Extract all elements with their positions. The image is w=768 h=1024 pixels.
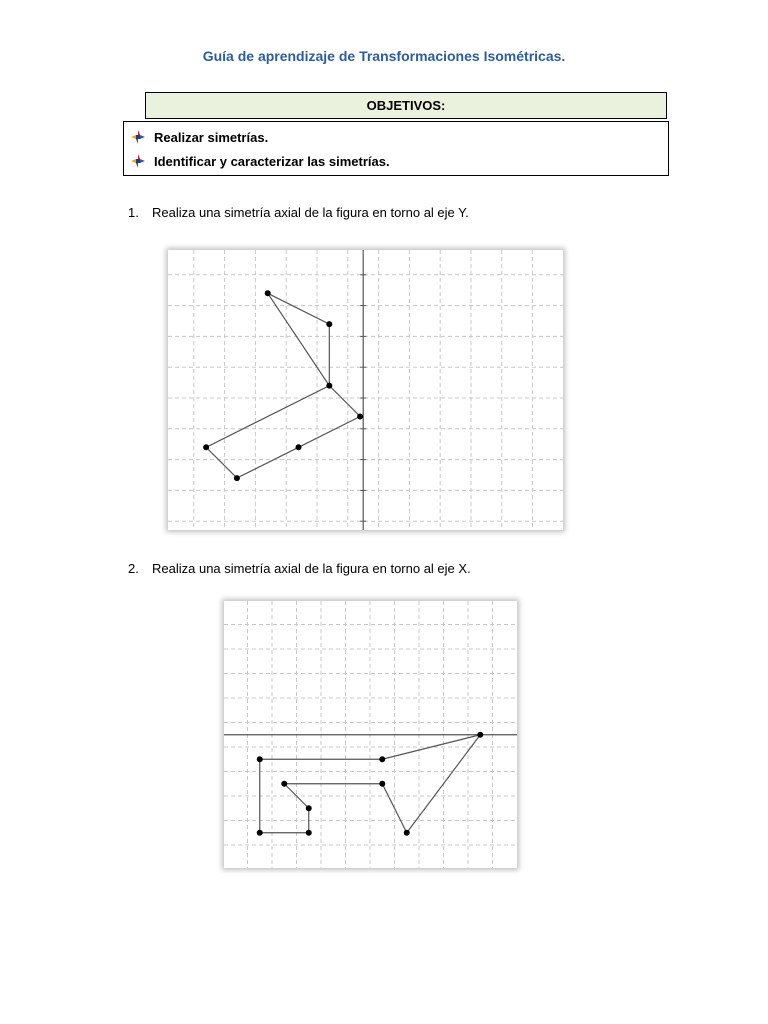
vertex-point — [477, 732, 483, 738]
question-1 — [128, 205, 469, 220]
objective-label: Realizar simetrías. — [154, 129, 269, 145]
question-2 — [128, 561, 471, 576]
arrow-bullet-icon — [130, 153, 146, 169]
objectives-header: OBJETIVOS: — [145, 92, 667, 119]
page-title: Guía de aprendizaje de Transformaciones Isométricas. — [202, 48, 566, 64]
coordinate-grid — [168, 250, 563, 530]
vertex-point — [281, 781, 287, 787]
vertex-point — [379, 756, 385, 762]
vertex-point — [357, 413, 363, 419]
objective-item — [124, 125, 668, 149]
question-number: 2. — [128, 561, 139, 576]
grid-figure-2 — [224, 601, 517, 868]
vertex-point — [379, 781, 385, 787]
vertex-point — [257, 830, 263, 836]
objective-label: Identificar y caracterizar las simetrías. — [154, 153, 390, 169]
vertex-point — [306, 830, 312, 836]
vertex-point — [234, 475, 240, 481]
arrow-bullet-icon — [130, 129, 146, 145]
vertex-point — [326, 383, 332, 389]
vertex-point — [257, 756, 263, 762]
question-text: Realiza una simetría axial de la figura en torno al eje X. — [152, 561, 471, 576]
vertex-point — [265, 290, 271, 296]
grid-figure-1 — [168, 250, 563, 530]
vertex-point — [326, 321, 332, 327]
objectives-list — [123, 121, 669, 176]
coordinate-grid — [224, 601, 517, 868]
figure-outline — [206, 293, 360, 478]
vertex-point — [203, 444, 209, 450]
question-text: Realiza una simetría axial de la figura en torno al eje Y. — [152, 205, 469, 220]
vertex-point — [306, 805, 312, 811]
objective-item — [124, 149, 668, 173]
vertex-point — [296, 444, 302, 450]
question-number: 1. — [128, 205, 139, 220]
vertex-point — [404, 830, 410, 836]
